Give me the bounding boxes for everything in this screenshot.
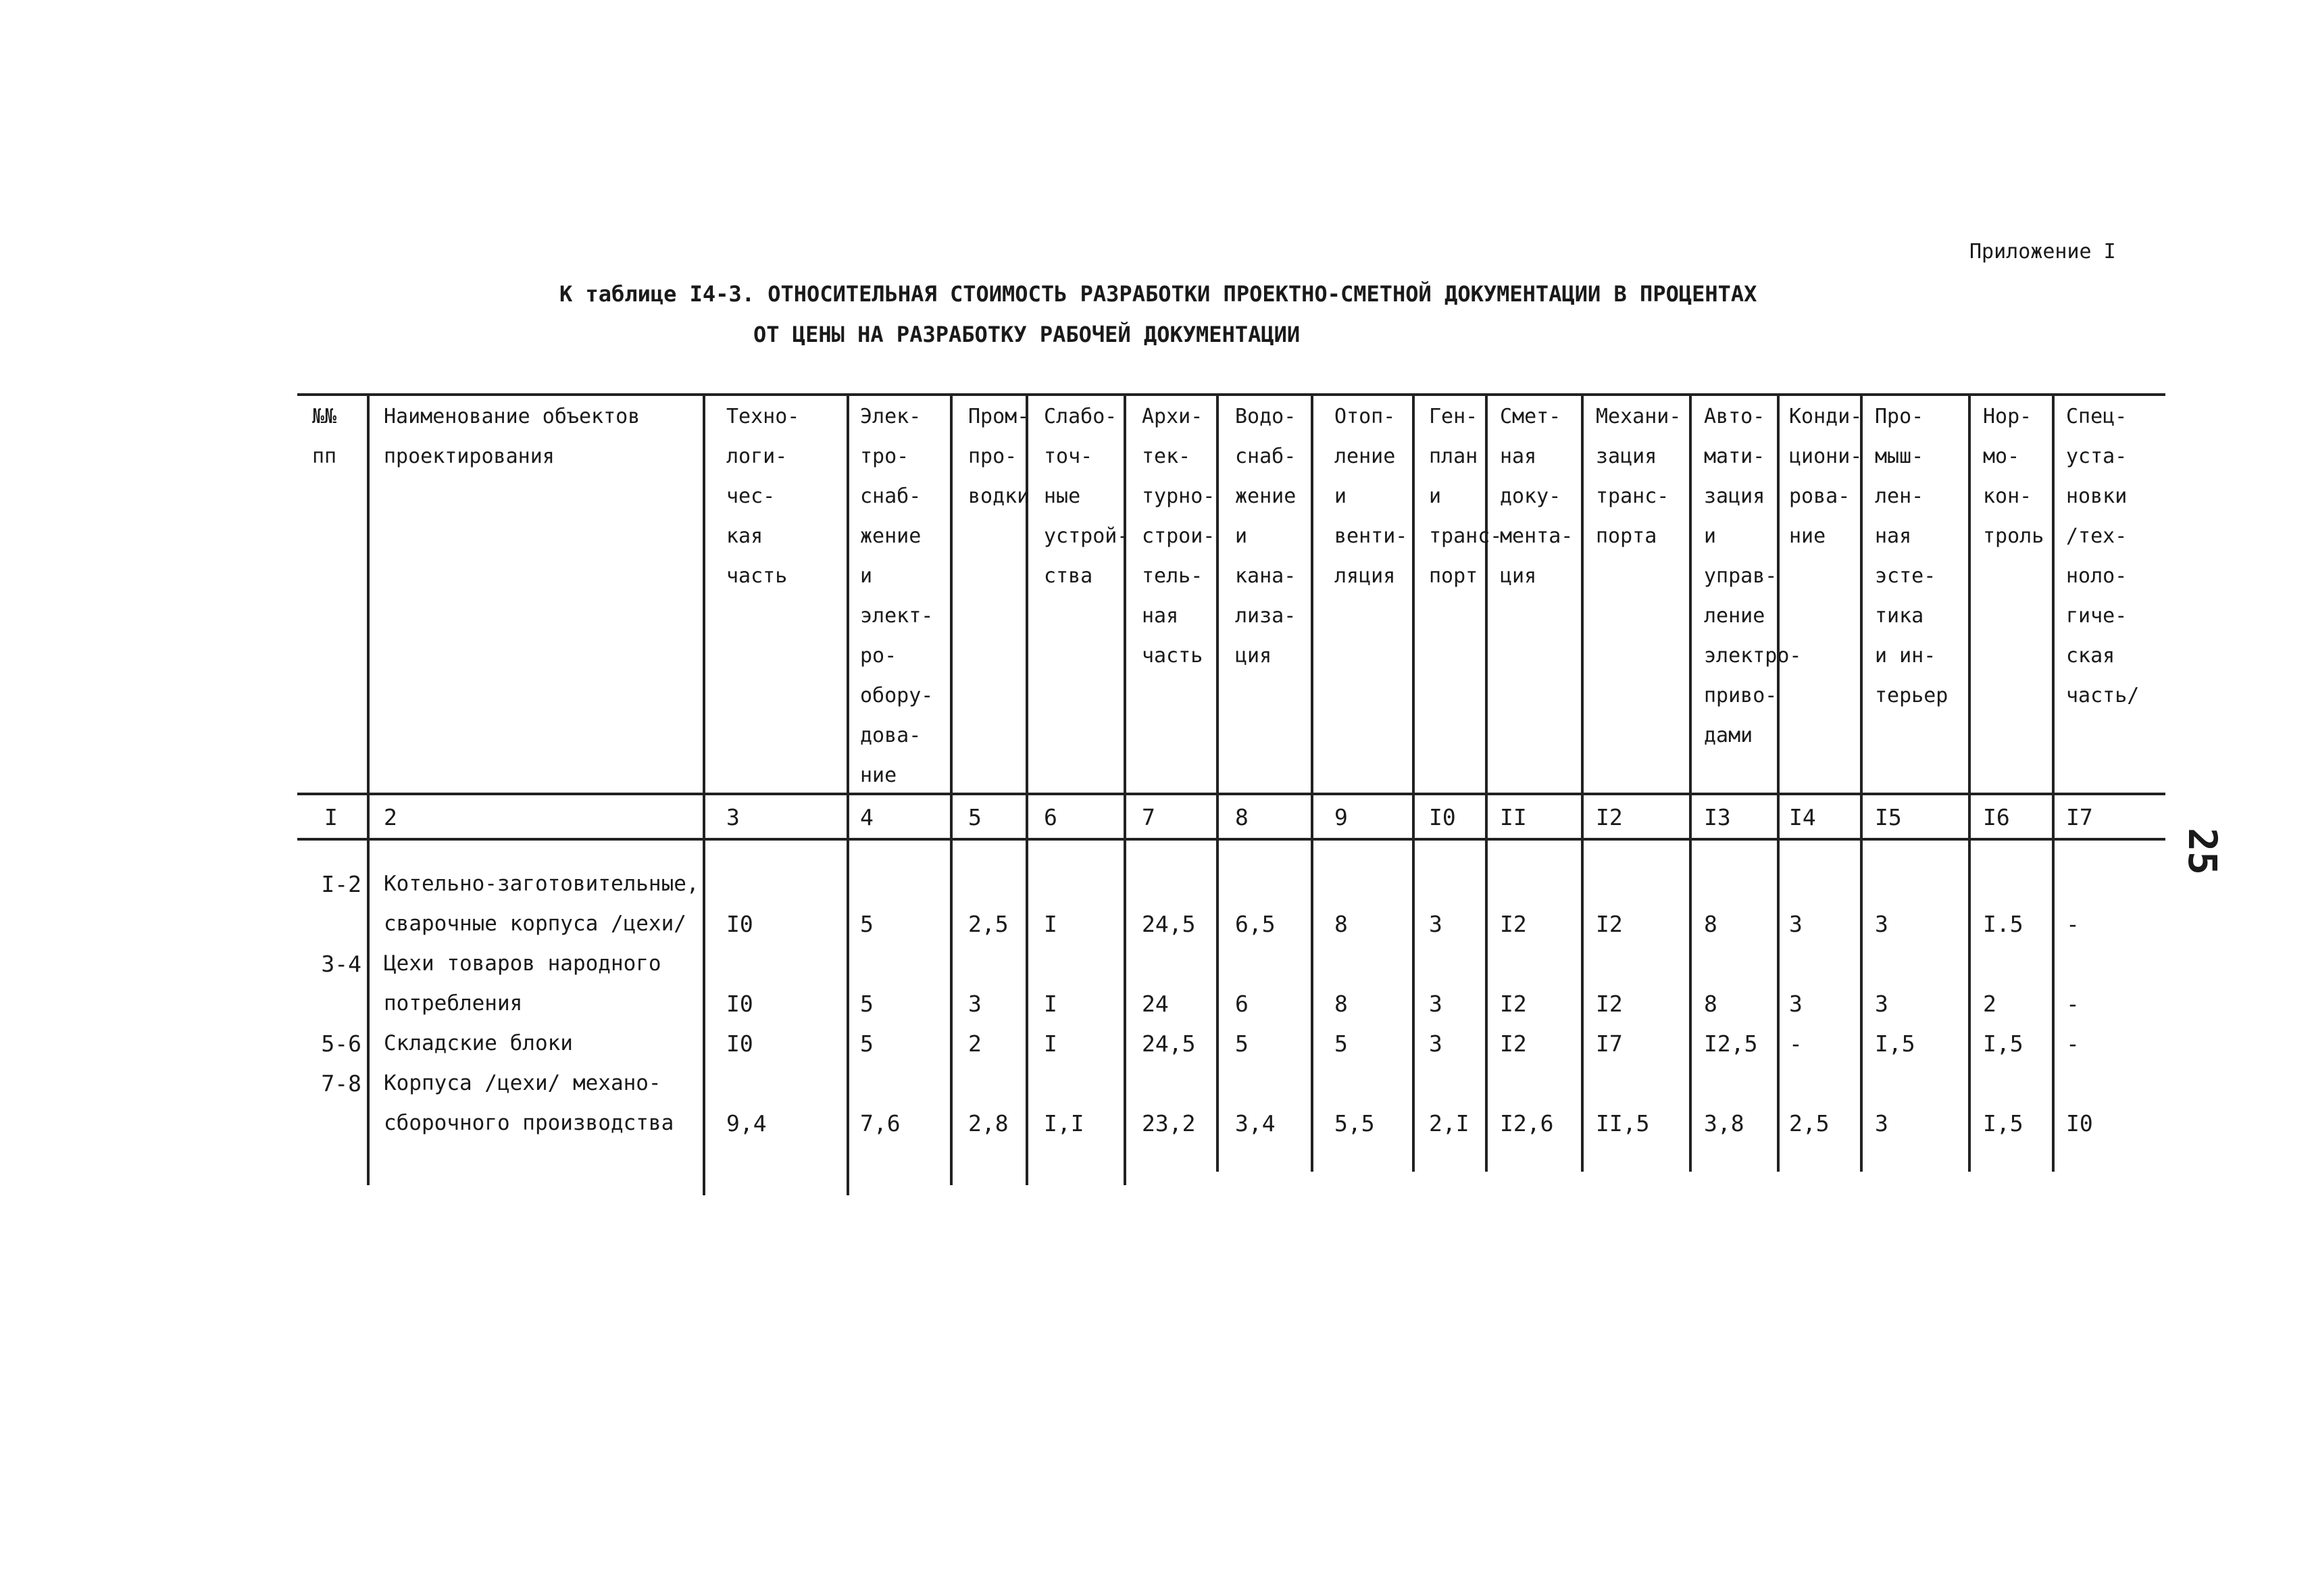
- header-cell: Механи- зация транс- порта: [1596, 405, 1682, 548]
- row-id: 3-4: [321, 951, 361, 977]
- appendix-label: Приложение I: [1969, 240, 2116, 264]
- table-cell: 3: [1789, 991, 1803, 1017]
- column-number: I0: [1429, 804, 1456, 830]
- col-divider: [1412, 395, 1415, 1172]
- header-cell: Смет- ная доку- мента- ция: [1500, 405, 1574, 588]
- table-cell: 5: [1334, 1030, 1348, 1057]
- header-cell: Архи- тек- турно- строи- тель- ная часть: [1142, 405, 1215, 668]
- header-cell: Элек- тро- снаб- жение и элект- ро- обору- дова- ние: [860, 405, 934, 787]
- table-cell: 7,6: [860, 1110, 901, 1137]
- col-divider: [367, 395, 370, 1185]
- table-cell: 3: [1875, 911, 1888, 937]
- header-cell: Спец- уста- новки /тех- ноло- гиче- ская часть/: [2066, 405, 2140, 707]
- table-title: К таблице I4-3. ОТНОСИТЕЛЬНАЯ СТОИМОСТЬ РАЗРАБОТКИ ПРОЕКТНО-СМЕТНОЙ ДОКУМЕНТАЦИИ В ПРОЦЕНТАХ: [559, 281, 1757, 307]
- table-cell: 5: [860, 911, 874, 937]
- header-cell: Наименование объектов проектирования: [384, 405, 640, 468]
- table-cell: -: [2066, 991, 2080, 1017]
- table-cell: 8: [1704, 991, 1717, 1017]
- table-cell: I: [1044, 1030, 1057, 1057]
- table-cell: I2,6: [1500, 1110, 1554, 1137]
- row-id: I-2: [321, 871, 361, 897]
- table-cell: 8: [1704, 911, 1717, 937]
- table-cell: I2: [1500, 911, 1527, 937]
- table-cell: I2: [1500, 1030, 1527, 1057]
- column-number: I6: [1983, 804, 2010, 830]
- table-cell: I0: [726, 911, 753, 937]
- row-name: Корпуса /цехи/ механо- сборочного производства: [384, 1071, 674, 1135]
- header-cell: Водо- снаб- жение и кана- лиза- ция: [1235, 405, 1297, 668]
- table-cell: I0: [726, 1030, 753, 1057]
- table-cell: I.5: [1983, 911, 2023, 937]
- table-cell: -: [2066, 911, 2080, 937]
- col-divider: [2052, 395, 2055, 1172]
- table-cell: 24,5: [1142, 911, 1196, 937]
- table-cell: 3: [1875, 1110, 1888, 1137]
- table-cell: 3: [968, 991, 982, 1017]
- table-cell: 3: [1429, 1030, 1442, 1057]
- column-number: II: [1500, 804, 1527, 830]
- header-cell: Отоп- ление и венти- ляция: [1334, 405, 1408, 588]
- col-divider: [1581, 395, 1584, 1172]
- column-number-rule: [297, 838, 2165, 841]
- column-number: 5: [968, 804, 982, 830]
- table-cell: 2: [968, 1030, 982, 1057]
- table-cell: 8: [1334, 911, 1348, 937]
- table-subtitle: ОТ ЦЕНЫ НА РАЗРАБОТКУ РАБОЧЕЙ ДОКУМЕНТАЦИИ: [753, 322, 1301, 347]
- table-cell: II,5: [1596, 1110, 1650, 1137]
- table-cell: I7: [1596, 1030, 1623, 1057]
- table-cell: 9,4: [726, 1110, 767, 1137]
- column-number: 3: [726, 804, 740, 830]
- table-cell: 2,5: [968, 911, 1009, 937]
- table-cell: I,I: [1044, 1110, 1084, 1137]
- table-cell: 3: [1875, 991, 1888, 1017]
- table-cell: I2: [1596, 991, 1623, 1017]
- table-cell: 5: [1235, 1030, 1249, 1057]
- header-cell: Техно- логи- чес- кая часть: [726, 405, 800, 588]
- col-divider: [703, 395, 705, 1195]
- table-cell: -: [2066, 1030, 2080, 1057]
- header-cell: №№ пп: [312, 405, 337, 468]
- table-cell: 2,5: [1789, 1110, 1830, 1137]
- table-cell: 24,5: [1142, 1030, 1196, 1057]
- table-top-rule: [297, 393, 2165, 396]
- row-name: Складские блоки: [384, 1031, 573, 1055]
- table-cell: 5: [860, 1030, 874, 1057]
- row-id: 5-6: [321, 1030, 361, 1057]
- table-cell: 5,5: [1334, 1110, 1375, 1137]
- table-cell: 5: [860, 991, 874, 1017]
- table-cell: I: [1044, 991, 1057, 1017]
- column-number: I4: [1789, 804, 1816, 830]
- table-cell: 3,4: [1235, 1110, 1276, 1137]
- col-divider: [1311, 395, 1313, 1172]
- table-cell: 8: [1334, 991, 1348, 1017]
- table-cell: I,5: [1875, 1030, 1915, 1057]
- header-cell: Слабо- точ- ные устрой- ства: [1044, 405, 1130, 588]
- table-cell: I,5: [1983, 1030, 2023, 1057]
- column-number: 8: [1235, 804, 1249, 830]
- table-cell: 23,2: [1142, 1110, 1196, 1137]
- table-cell: 3: [1429, 911, 1442, 937]
- table-cell: 3: [1429, 991, 1442, 1017]
- table-cell: 3,8: [1704, 1110, 1744, 1137]
- column-number: 4: [860, 804, 874, 830]
- col-divider: [950, 395, 953, 1185]
- col-divider: [1968, 395, 1971, 1172]
- header-cell: Нор- мо- кон- троль: [1983, 405, 2044, 548]
- column-number: I3: [1704, 804, 1731, 830]
- table-cell: -: [1789, 1030, 1803, 1057]
- table-cell: I2: [1596, 911, 1623, 937]
- table-cell: I: [1044, 911, 1057, 937]
- table-cell: I2: [1500, 991, 1527, 1017]
- table-cell: I0: [726, 991, 753, 1017]
- table-cell: I0: [2066, 1110, 2093, 1137]
- page-number: 25: [2179, 828, 2225, 875]
- table-cell: 2,8: [968, 1110, 1009, 1137]
- table-cell: 3: [1789, 911, 1803, 937]
- table-cell: 6: [1235, 991, 1249, 1017]
- row-name: Котельно-заготовительные, сварочные корпуса /цехи/: [384, 872, 699, 936]
- col-divider: [1216, 395, 1219, 1172]
- table-cell: 6,5: [1235, 911, 1276, 937]
- table-cell: I2,5: [1704, 1030, 1758, 1057]
- column-number: 6: [1044, 804, 1057, 830]
- table-cell: 2,I: [1429, 1110, 1469, 1137]
- header-bottom-rule: [297, 793, 2165, 795]
- header-cell: Ген- план и транс- порт: [1429, 405, 1503, 588]
- header-cell: Авто- мати- зация и управ- ление электро- приво- дами: [1704, 405, 1802, 747]
- row-name: Цехи товаров народного потребления: [384, 951, 661, 1016]
- header-cell: Конди- циони- рова- ние: [1789, 405, 1863, 548]
- table-cell: I,5: [1983, 1110, 2023, 1137]
- column-number: I2: [1596, 804, 1623, 830]
- column-number: 7: [1142, 804, 1155, 830]
- header-cell: Пром- про- водки: [968, 405, 1030, 508]
- col-divider: [1689, 395, 1692, 1172]
- column-number: 9: [1334, 804, 1348, 830]
- column-number: I7: [2066, 804, 2093, 830]
- column-number: I: [324, 804, 338, 830]
- row-id: 7-8: [321, 1070, 361, 1097]
- column-number: I5: [1875, 804, 1902, 830]
- table-cell: 24: [1142, 991, 1169, 1017]
- header-cell: Про- мыш- лен- ная эсте- тика и ин- терьер: [1875, 405, 1948, 707]
- col-divider: [847, 395, 849, 1195]
- column-number: 2: [384, 804, 397, 830]
- table-cell: 2: [1983, 991, 1996, 1017]
